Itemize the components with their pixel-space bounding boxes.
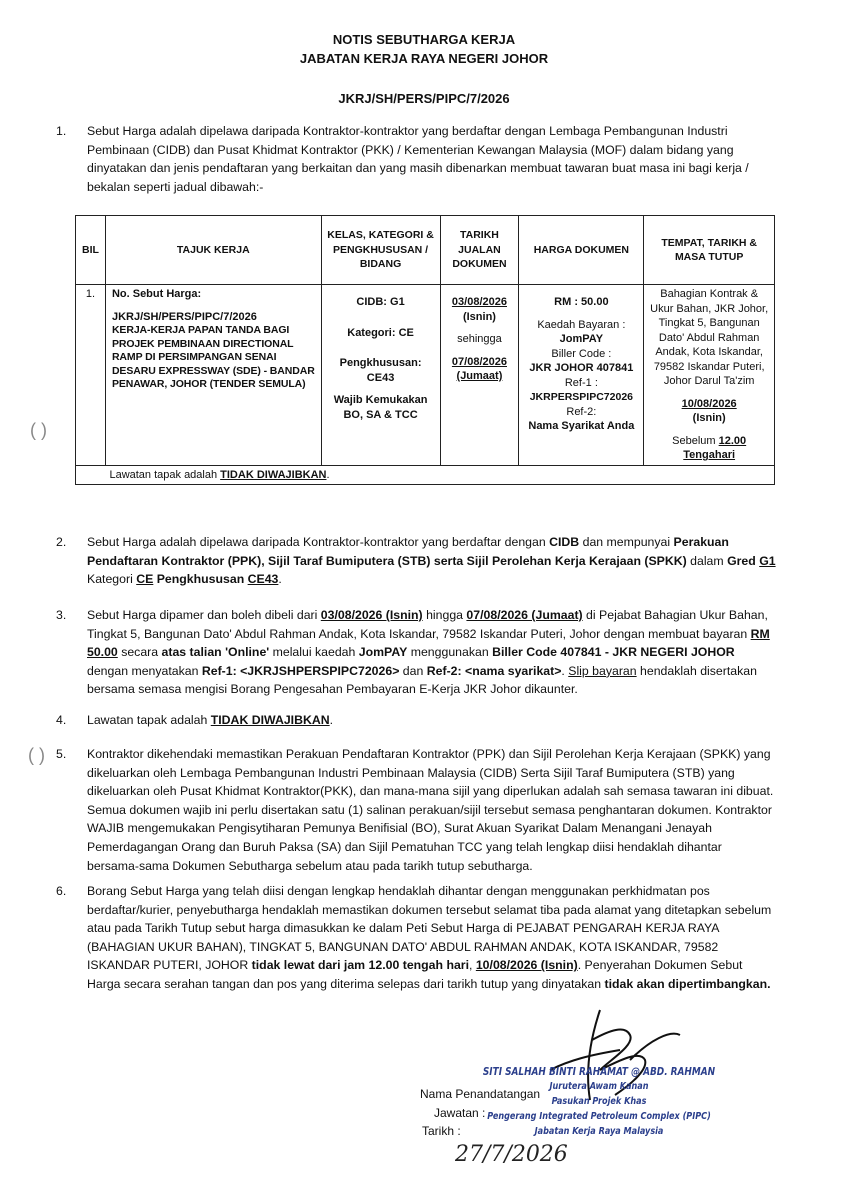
para-3-number: 3. [56, 608, 67, 622]
cell-tajuk [105, 285, 321, 466]
payment-method-value: JomPAY [559, 333, 604, 345]
header-tajuk: TAJUK KERJA [105, 216, 321, 285]
signer-name-label: Nama Penandatangan [420, 1087, 541, 1101]
table-row [76, 285, 775, 466]
para-2-grade-label: Gred [727, 553, 756, 568]
sale-end-day: (Jumaat) [456, 370, 503, 382]
work-title: KERJA-KERJA PAPAN TANDA BAGI PROJEK PEMBINAAN DIRECTIONAL RAMP DI PERSIMPANGAN SENAI DESARU EXPRESSWAY (SDE) - BANDAR PENAWAR, JOHOR (TENDER SEMULA) [111, 324, 315, 390]
closing-noon: Tengahari [683, 449, 736, 461]
department-title: JABATAN KERJA RAYA NEGERI JOHOR [299, 51, 549, 66]
para-3-text-m: dengan menyatakan [87, 663, 202, 678]
specialization-label: Pengkhususan: [339, 357, 422, 369]
para-4 [87, 711, 777, 730]
para-3-text-o: dan [399, 663, 427, 678]
ref1-label: Ref-1 : [564, 376, 598, 389]
quotation-no-value: JKRJ/SH/PERS/PIPC/7/2026 [111, 310, 257, 323]
site-visit-suffix: . [326, 468, 330, 481]
para-5-number: 5. [56, 747, 67, 761]
para-6-text-a: Borang Sebut Harga yang telah diisi dengan lengkap hendaklah dihantar dengan menggunakan perkhidmatan pos berdaftar/kurier, penyebutharga hendaklah memastikan dokumen tersebut selamat tiba pada alamat yang ditetapkan sebelum atau pada Tarikh Tutup sebut harga dimasukkan ke dalam Peti Sebut Harga di PEJABAT PENGARAH KERJA RAYA (BAHAGIAN UKUR BAHAN), TINGKAT 5, BANGUNAN DATO' ABDUL RAHMAN ANDAK, KOTA ISKANDAR, 79582 ISKANDAR PUTERI, JOHOR [87, 884, 772, 973]
para-3-text-c: hingga [422, 608, 467, 622]
para-3-text-e: di Pejabat Bahagian Ukur Bahan, Tingkat 5, Bangunan Dato' Abdul Rahman Andak, Kota Iskandar, 79582 Iskandar Puteri, Johor dengan membuat bayaran [87, 608, 768, 641]
sale-start-day: (Isnin) [462, 310, 496, 323]
para-3-jompay: JomPAY [358, 645, 408, 660]
cidb-grade: CIDB: G1 [356, 296, 405, 308]
para-3-text-q: . [561, 663, 569, 678]
date-label: Tarikh : [422, 1124, 461, 1138]
para-2-text-e: dalam [686, 553, 728, 568]
handwritten-date: 27/7/2026 [455, 1142, 568, 1167]
cell-kelas [321, 285, 440, 466]
para-2-category-label: Kategori [87, 572, 137, 587]
para-2-grade: G1 [759, 553, 776, 568]
para-2-text-c: dan mempunyai [579, 535, 674, 549]
quotation-table [75, 215, 775, 485]
para-6-text-c: , [469, 958, 476, 973]
ref2-label: Ref-2: [566, 405, 597, 418]
header-tarikh: TARIKH JUALAN DOKUMEN [440, 216, 519, 285]
para-4-status: TIDAK DIWAJIBKAN [210, 713, 330, 727]
cell-harga [519, 285, 644, 466]
para-4-end: . [329, 713, 334, 727]
para-3-text-a: Sebut Harga dipamer dan boleh dibeli dari [87, 608, 321, 622]
cell-bil: 1. [76, 285, 106, 466]
signature-labels [420, 1085, 540, 1141]
para-3-price: RM 50.00 [87, 626, 770, 660]
position-label: Jawatan : [434, 1105, 486, 1120]
para-3-online: atas talian 'Online' [161, 645, 270, 660]
footer-empty-cell [76, 465, 106, 485]
site-visit-note [105, 465, 774, 485]
para-5: Kontraktor dikehendaki memastikan Perakuan Pendaftaran Kontraktor (PPK) dan Sijil Perolehan Kerja Kerajaan (SPKK) yang dikeluarkan oleh Lembaga Pembangunan Industri Pembinaan Malaysia (CIDB) Serta Sijil Taraf Bumiputera (STB) yang dikeluarkan oleh Pusat Khidmat Kontraktor(PKK), dan mana-mana sijil yang diperlukan adalah sah semasa tawaran ini dibuat. Semua dokumen wajib ini perlu disertakan satu (1) salinan perakuan/sijil tersebut semasa penghantaran dokumen. Kontraktor WAJIB mengemukakan Pengisytiharan Pemunya Benifisial (BO), Surat Akuan Syarikat Dalam Menangani Jenayah Pemerdagangan Orang dan Buruh Paksa (SA) dan Sijil Pematuhan TCC yang telah lengkap diisi hendaklah dihantar bersama-sama Dokumen Sebutharga sebelum atau pada tarikh tutup sebutharga. [87, 747, 774, 873]
para-3-text-k: menggunakan [407, 645, 493, 660]
sale-start-date: 03/08/2026 [451, 296, 507, 308]
cell-tarikh [440, 285, 519, 466]
category: Kategori: CE [347, 326, 414, 339]
punch-hole-mark: ( ) [30, 420, 47, 440]
ref2-value: Nama Syarikat Anda [528, 420, 635, 432]
stamp-name: SITI SALHAH BINTI RAHAMAT @ ABD. RAHMAN [482, 1065, 716, 1078]
para-1-number: 1. [56, 124, 67, 138]
stamp-line-3: Pengerang Integrated Petroleum Complex (PIPC) [487, 1111, 711, 1122]
closing-before: Sebelum [672, 434, 716, 447]
notice-title: NOTIS SEBUTHARGA KERJA [332, 32, 516, 47]
para-3-end: 07/08/2026 (Jumaat) [466, 608, 583, 622]
para-1: Sebut Harga adalah dipelawa daripada Kontraktor-kontraktor yang berdaftar dengan Lembaga Pembangunan Industri Pembinaan (CIDB) dan Pusat Khidmat Kontraktor (PKK) / Kementerian Kewangan Malaysia (MOF) dalam bidang yang dinyatakan dan jenis pendaftaran yang berkaitan dan yang masih dibenarkan membuat tawaran buat masa ini bagi kerja / bekalan seperti jadual dibawah:- [87, 124, 749, 194]
closing-time [648, 434, 770, 449]
para-3-biller: Biller Code 407841 - JKR NEGERI JOHOR [492, 645, 735, 660]
biller-code-label: Biller Code : [551, 347, 612, 360]
sale-until: sehingga [457, 333, 502, 345]
quotation-no-label: No. Sebut Harga: [111, 288, 202, 300]
para-3-text-s: hendaklah disertakan bersama semasa mengisi Borang Pengesahan Pembayaran E-Kerja JKR Johor dikaunter. [87, 663, 757, 697]
header-kelas: KELAS, KATEGORI & PENGKHUSUSAN / BIDANG [321, 216, 440, 285]
para-4-number: 4. [56, 713, 67, 727]
para-2-certificates: Perakuan Pendaftaran Kontraktor (PPK), Sijil Taraf Bumiputera (STB) serta Sijil Perolehan Kerja Kerajaan (SPKK) [87, 535, 729, 568]
para-3-ref1: Ref-1: <JKRJSHPERSPIPC72026> [201, 663, 400, 678]
para-3-text-i: melalui kaedah [269, 645, 359, 660]
header-tempat: TEMPAT, TARIKH & MASA TUTUP [644, 216, 775, 285]
closing-date: 10/08/2026 [681, 397, 737, 410]
document-price: RM : 50.00 [554, 296, 609, 308]
ref1-value: JKRPERSPIPC72026 [529, 391, 634, 403]
sale-end-date: 07/08/2026 [451, 355, 507, 368]
mandatory-docs: Wajib Kemukakan BO, SA & TCC [333, 394, 428, 421]
para-2-end: . [278, 572, 282, 587]
para-6-not-considered: tidak akan dipertimbangkan. [604, 976, 771, 991]
para-4-text-a: Lawatan tapak adalah [87, 713, 211, 727]
stamp-line-4: Jabatan Kerja Raya Malaysia [534, 1126, 664, 1137]
stamp-line-2: Pasukan Projek Khas [551, 1096, 647, 1107]
para-2 [87, 533, 777, 589]
site-visit-prefix: Lawatan tapak adalah [109, 468, 221, 481]
para-6-deadline: tidak lewat dari jam 12.00 tengah hari [251, 958, 469, 973]
header-bil: BIL [76, 216, 106, 285]
para-2-number: 2. [56, 535, 67, 549]
notice-header [0, 30, 848, 68]
table-header-row [76, 216, 775, 285]
para-6 [87, 882, 777, 994]
header-harga: HARGA DOKUMEN [519, 216, 644, 285]
specialization-value: CE43 [366, 371, 395, 384]
stamp-line-1: Jurutera Awam Kanan [549, 1081, 649, 1092]
para-6-text-e: . Penyerahan Dokumen Sebut Harga secara serahan tangan dan pos yang diterima selepas dari tarikh tutup yang dinyatakan [87, 958, 743, 991]
para-2-text-a: Sebut Harga adalah dipelawa daripada Kontraktor-kontraktor yang berdaftar dengan [87, 535, 550, 549]
payment-method-label: Kaedah Bayaran : [537, 318, 626, 331]
para-6-date: 10/08/2026 (Isnin) [475, 958, 578, 973]
biller-code-value: JKR JOHOR 407841 [529, 362, 634, 374]
para-2-spec: CE43 [247, 572, 279, 587]
reference-number: JKRJ/SH/PERS/PIPC/7/2026 [338, 91, 510, 106]
punch-hole-mark: ( ) [28, 745, 45, 765]
para-3-ref2: Ref-2: <nama syarikat> [426, 663, 562, 678]
para-3-slip: Slip bayaran [568, 663, 637, 678]
closing-time-value: 12.00 [718, 434, 747, 447]
closing-day: (Isnin) [692, 412, 726, 424]
para-2-category: CE [136, 572, 154, 587]
para-3 [87, 606, 777, 699]
table-footer-row [76, 465, 775, 485]
para-2-spec-label: Pengkhususan [156, 572, 245, 587]
para-2-cidb: CIDB [549, 535, 580, 549]
para-3-text-g: secara [117, 645, 162, 660]
para-3-start: 03/08/2026 (Isnin) [320, 608, 423, 622]
closing-place: Bahagian Kontrak & Ukur Bahan, JKR Johor, Tingkat 5, Bangunan Dato' Abdul Rahman Andak, Kota Iskandar, 79582 Iskandar Puteri, Johor Darul Ta'zim [650, 288, 769, 387]
para-6-number: 6. [56, 884, 67, 898]
site-visit-status: TIDAK DIWAJIBKAN [220, 468, 327, 481]
cell-tempat [644, 285, 775, 466]
